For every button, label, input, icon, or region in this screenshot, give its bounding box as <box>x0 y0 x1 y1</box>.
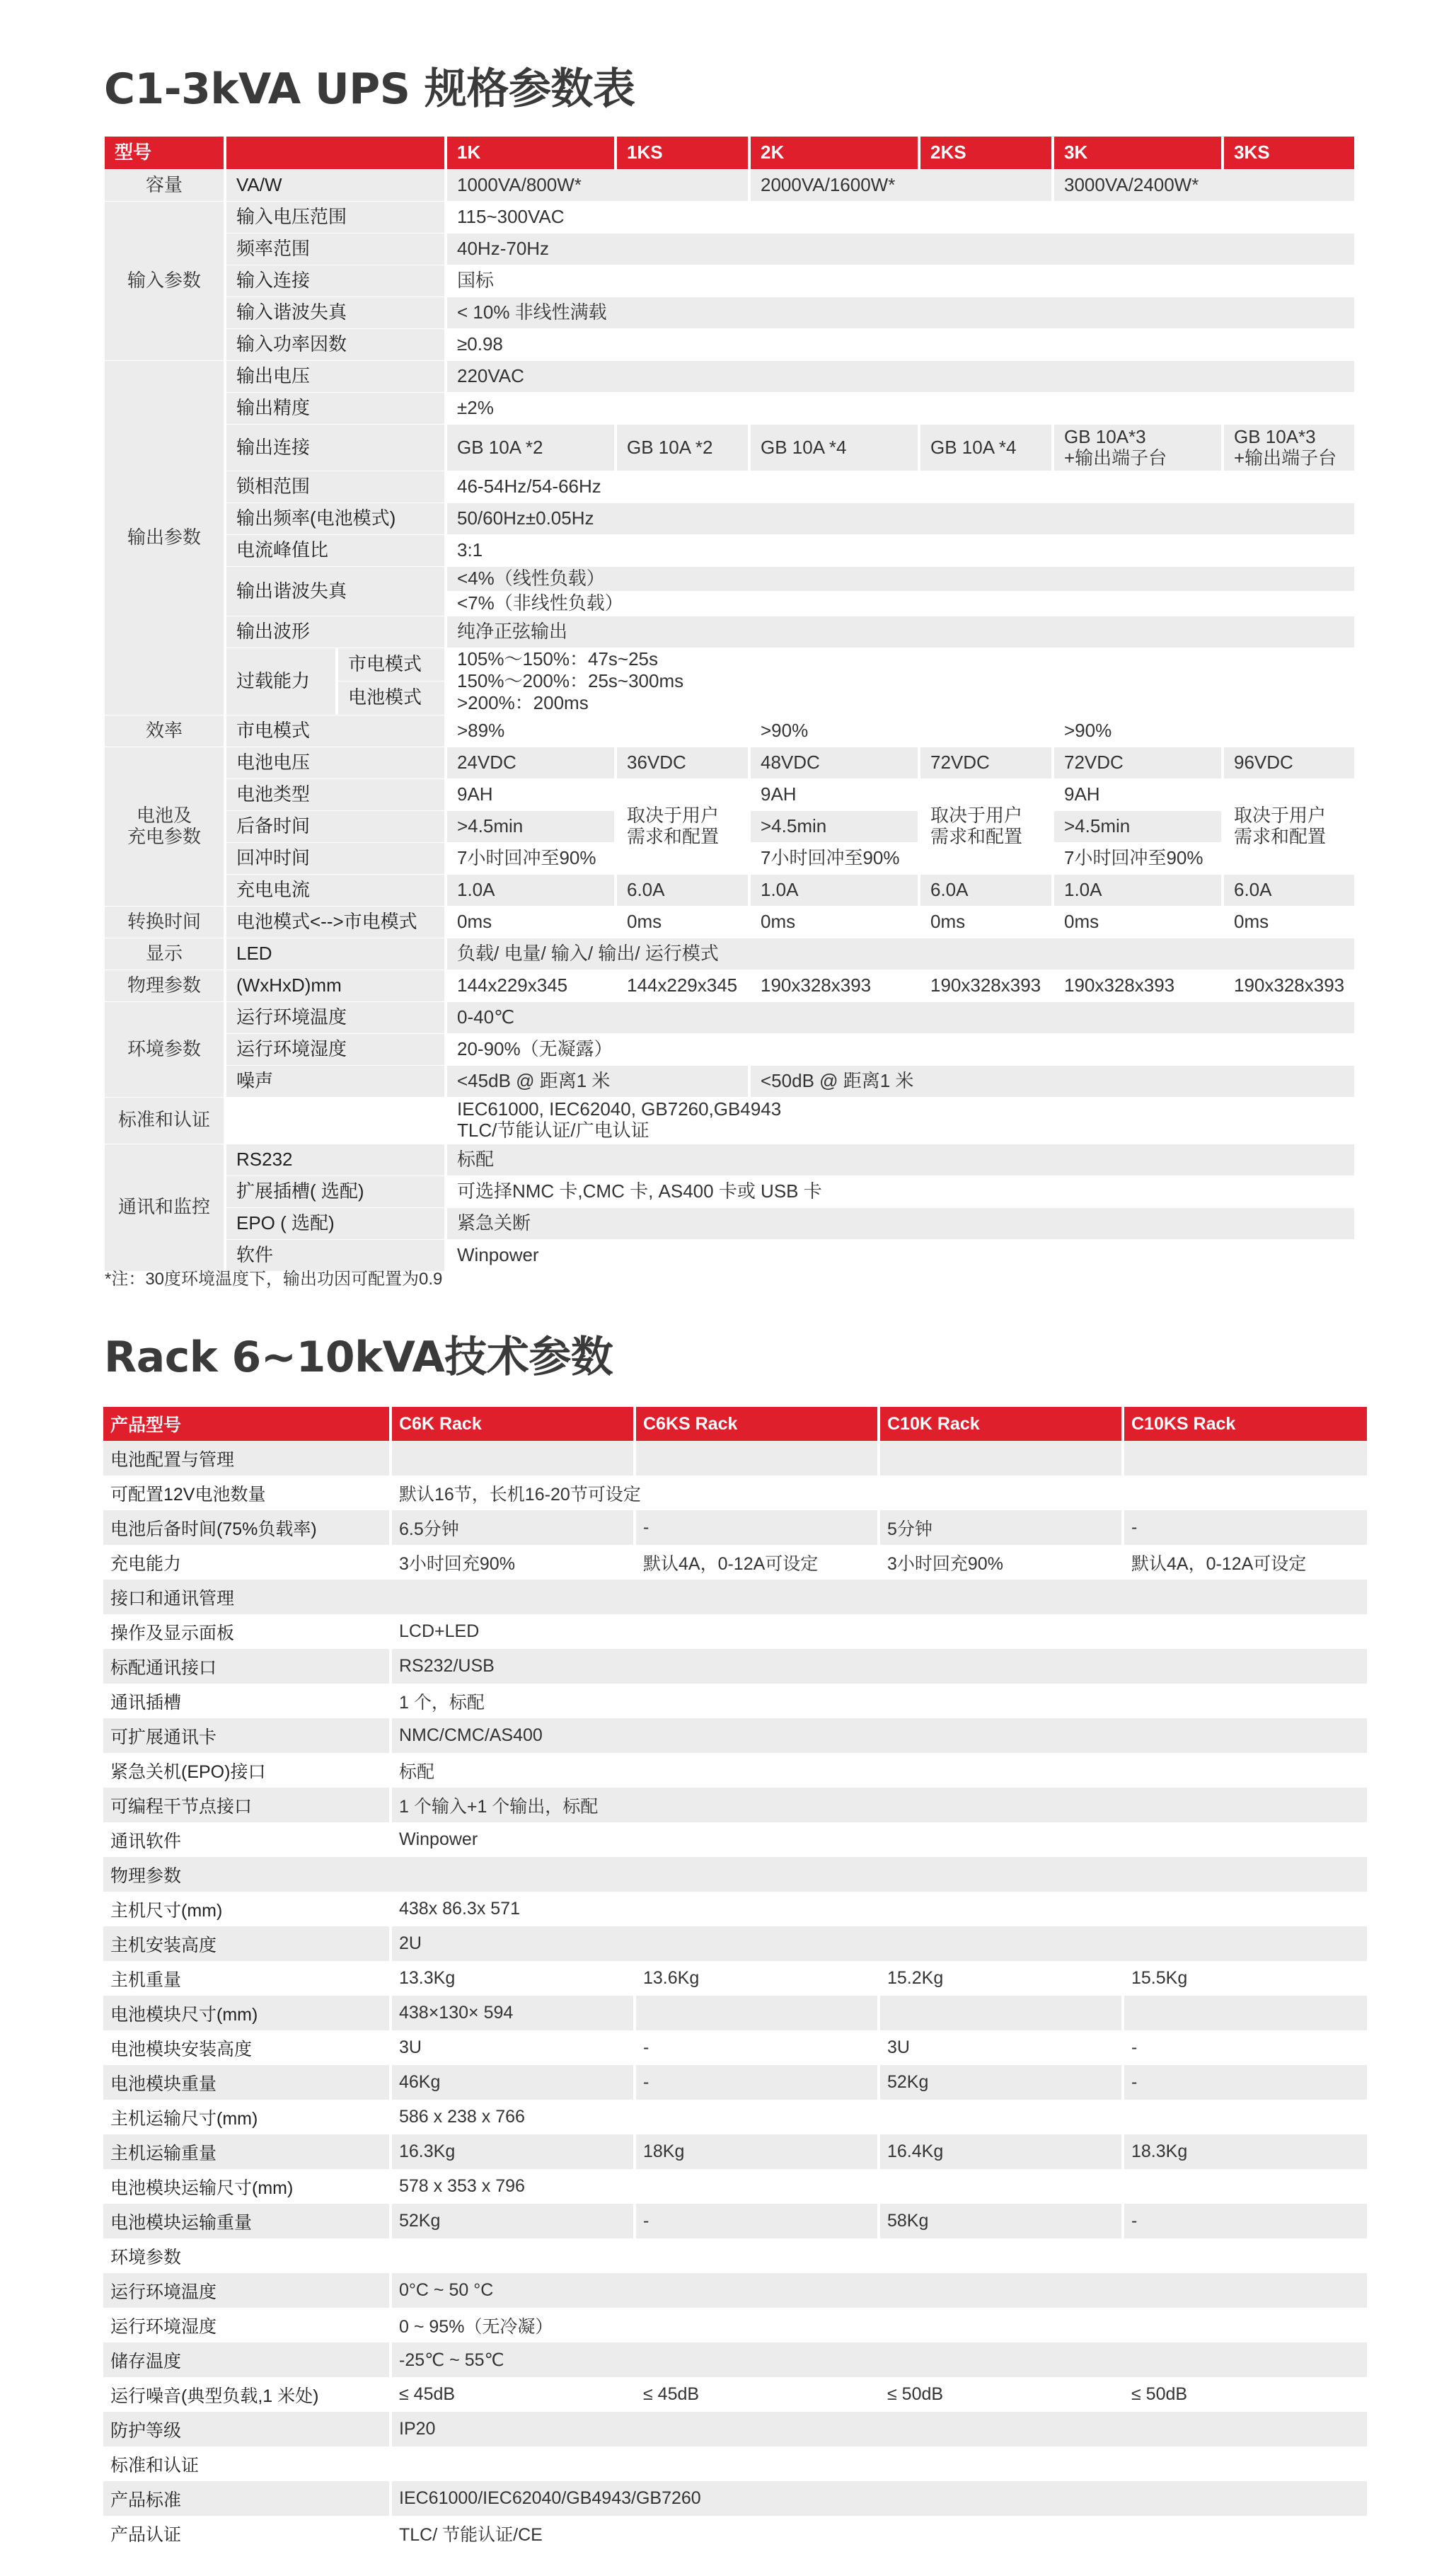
row-label: 运行噪音(典型负载,1 米处) <box>103 2377 389 2412</box>
cell: 190x328x393 <box>1224 970 1354 1002</box>
header-cell: C10KS Rack <box>1124 1407 1367 1441</box>
cell-line: 取决于用户 <box>1234 804 1327 826</box>
row-label: 运行环境湿度 <box>103 2308 389 2342</box>
row-label: 扩展插槽( 选配) <box>226 1176 444 1208</box>
cell: -25℃ ~ 55℃ <box>392 2342 1367 2377</box>
row-label: 输出谐波失真 <box>226 567 444 616</box>
header-cell: 1KS <box>617 137 748 170</box>
table-row <box>103 1892 1367 1926</box>
header-cell <box>226 137 444 170</box>
cell-line: 150%～200%：25s~300ms <box>457 670 684 692</box>
row-label: 标配通讯接口 <box>103 1649 389 1684</box>
table-row <box>103 2204 1367 2238</box>
cell <box>636 1441 877 1476</box>
cell <box>392 1441 633 1476</box>
table-row <box>103 2100 1367 2134</box>
table-row <box>103 1961 1367 1996</box>
cell: 144x229x345 <box>447 970 614 1002</box>
section-label <box>105 747 224 907</box>
row-label: 充电能力 <box>103 1545 389 1580</box>
cell: 190x328x393 <box>920 970 1051 1002</box>
ups-spec-table <box>102 137 1357 1272</box>
cell: 16.3Kg <box>392 2134 633 2169</box>
table-row <box>103 1857 1367 1892</box>
row-label: VA/W <box>226 170 444 202</box>
header-cell: C10K Rack <box>880 1407 1121 1441</box>
footnote: *注：30度环境温度下，输出功因可配置为0.9 <box>105 1270 443 1289</box>
table-row <box>103 1580 1367 1614</box>
row-label: 主机安装高度 <box>103 1926 389 1961</box>
table-row <box>103 2342 1367 2377</box>
table-row <box>103 2030 1367 2065</box>
cell: 72VDC <box>1054 747 1221 779</box>
cell: 3:1 <box>447 535 1354 567</box>
cell: 190x328x393 <box>751 970 918 1002</box>
header-cell: 1K <box>447 137 614 170</box>
section-label: 标准和认证 <box>105 1098 224 1144</box>
cell: 7小时回冲至90% <box>1054 843 1221 875</box>
header-cell: C6K Rack <box>392 1407 633 1441</box>
cell: - <box>1124 2030 1367 2065</box>
table-row <box>103 1718 1367 1753</box>
table-row <box>103 2446 1367 2481</box>
table-row <box>103 1510 1367 1545</box>
cell: 2000VA/1600W* <box>751 170 1051 202</box>
row-label: 输出电压 <box>226 361 444 393</box>
cell: 9AH <box>1054 779 1221 811</box>
cell: - <box>1124 1510 1367 1545</box>
cell: ≤ 50dB <box>1124 2377 1367 2412</box>
cell: - <box>636 2030 877 2065</box>
cell: 438x 86.3x 571 <box>392 1892 1367 1926</box>
cell <box>1224 779 1354 875</box>
row-label: 输出连接 <box>226 425 444 471</box>
row-label: 充电电流 <box>226 875 444 907</box>
cell: 72VDC <box>920 747 1051 779</box>
cell: 0-40℃ <box>447 1002 1354 1034</box>
row-label: 输出精度 <box>226 393 444 425</box>
cell: 3000VA/2400W* <box>1054 170 1354 202</box>
row-label: 通讯软件 <box>103 1822 389 1857</box>
row-label: 通讯插槽 <box>103 1684 389 1718</box>
cell: TLC/ 节能认证/CE <box>392 2516 1367 2551</box>
cell-line: GB 10A*3 <box>1234 425 1316 447</box>
cell-line: >200%：200ms <box>457 692 589 714</box>
table-row <box>103 2065 1367 2100</box>
cell-line: +输出端子台 <box>1234 447 1337 468</box>
cell: 0ms <box>1054 907 1221 938</box>
cell: >4.5min <box>1054 811 1221 843</box>
table-row <box>103 1788 1367 1822</box>
row-sublabel: 市电模式 <box>338 648 444 682</box>
row-label: 电池配置与管理 <box>103 1441 389 1476</box>
cell: 115~300VAC <box>447 202 1354 234</box>
cell: 6.0A <box>920 875 1051 907</box>
cell: >4.5min <box>447 811 614 843</box>
cell: 负载/ 电量/ 输入/ 输出/ 运行模式 <box>447 938 1354 970</box>
cell: 1 个，标配 <box>392 1684 1367 1718</box>
row-label: 电池模式<-->市电模式 <box>226 907 444 938</box>
cell: 438×130× 594 <box>392 1996 633 2030</box>
section-label: 容量 <box>105 170 224 202</box>
row-label: 软件 <box>226 1240 444 1272</box>
cell: 40Hz-70Hz <box>447 234 1354 265</box>
cell <box>1054 425 1221 471</box>
cell <box>920 779 1051 875</box>
cell: - <box>636 2065 877 2100</box>
cell: - <box>1124 2065 1367 2100</box>
row-label: 电池模块运输尺寸(mm) <box>103 2169 389 2204</box>
cell: 50/60Hz±0.05Hz <box>447 503 1354 535</box>
row-label: EPO ( 选配) <box>226 1208 444 1240</box>
cell: 1.0A <box>1054 875 1221 907</box>
cell: 0ms <box>751 907 918 938</box>
cell: GB 10A *2 <box>447 425 614 471</box>
section-label: 输入参数 <box>105 202 224 361</box>
row-label: 可配置12V电池数量 <box>103 1476 389 1510</box>
cell: GB 10A *2 <box>617 425 748 471</box>
cell: 3小时回充90% <box>392 1545 633 1580</box>
cell: - <box>636 2204 877 2238</box>
table-row <box>103 2412 1367 2446</box>
section-label: 转换时间 <box>105 907 224 938</box>
cell: 48VDC <box>751 747 918 779</box>
table-row <box>103 2238 1367 2273</box>
cell: 0°C ~ 50 °C <box>392 2273 1367 2308</box>
row-label: 后备时间 <box>226 811 444 843</box>
cell: 144x229x345 <box>617 970 748 1002</box>
row-label: 运行环境温度 <box>103 2273 389 2308</box>
row-label: 输入连接 <box>226 265 444 297</box>
cell <box>880 1996 1121 2030</box>
cell: 默认16节，长机16-20节可设定 <box>392 1476 1367 1510</box>
cell: <4%（线性负载） <box>447 567 1354 592</box>
cell: 52Kg <box>880 2065 1121 2100</box>
section-label: 输出参数 <box>105 361 224 715</box>
row-label: 防护等级 <box>103 2412 389 2446</box>
cell: >90% <box>1054 715 1354 747</box>
table-row <box>103 1753 1367 1788</box>
table-row <box>103 2169 1367 2204</box>
table-row <box>103 1614 1367 1649</box>
row-label: 电池模块尺寸(mm) <box>103 1996 389 2030</box>
row-label: 输出波形 <box>226 616 444 648</box>
cell: 0 ~ 95%（无冷凝） <box>392 2308 1367 2342</box>
cell: <7%（非线性负载） <box>447 592 1354 616</box>
section-line: 电池及 <box>136 804 192 826</box>
table2-title: Rack 6~10kVA技术参数 <box>104 1333 613 1382</box>
cell <box>617 779 748 875</box>
row-sublabel: 电池模式 <box>338 682 444 715</box>
cell: 标配 <box>447 1144 1354 1176</box>
table-row <box>103 2516 1367 2551</box>
row-label: 电池模块运输重量 <box>103 2204 389 2238</box>
cell: >4.5min <box>751 811 918 843</box>
row-label: 电池模块重量 <box>103 2065 389 2100</box>
cell: 5分钟 <box>880 1510 1121 1545</box>
table-row <box>103 2377 1367 2412</box>
row-label: 回冲时间 <box>226 843 444 875</box>
cell: 20-90%（无凝露） <box>447 1034 1354 1066</box>
cell: RS232/USB <box>392 1649 1367 1684</box>
cell: ≤ 50dB <box>880 2377 1121 2412</box>
cell: 24VDC <box>447 747 614 779</box>
section-label: 通讯和监控 <box>105 1144 224 1272</box>
row-label: RS232 <box>226 1144 444 1176</box>
cell: 578 x 353 x 796 <box>392 2169 1367 2204</box>
cell: 96VDC <box>1224 747 1354 779</box>
cell: 6.0A <box>1224 875 1354 907</box>
cell: - <box>1124 2204 1367 2238</box>
cell: 46Kg <box>392 2065 633 2100</box>
header-cell: 3K <box>1054 137 1221 170</box>
cell-line: 取决于用户 <box>627 804 720 826</box>
header-cell: 3KS <box>1224 137 1354 170</box>
cell: 7小时回冲至90% <box>751 843 918 875</box>
header-cell: 产品型号 <box>103 1407 389 1441</box>
row-label: 主机运输尺寸(mm) <box>103 2100 389 2134</box>
rack-spec-table <box>100 1407 1370 2551</box>
row-label: 输出频率(电池模式) <box>226 503 444 535</box>
table-row <box>103 1684 1367 1718</box>
cell: 1000VA/800W* <box>447 170 748 202</box>
cell <box>447 648 1354 715</box>
cell: Winpower <box>447 1240 1354 1272</box>
row-label: 标准和认证 <box>103 2446 1367 2481</box>
row-label: 电流峰值比 <box>226 535 444 567</box>
cell: ±2% <box>447 393 1354 425</box>
cell: 58Kg <box>880 2204 1121 2238</box>
cell <box>1124 1441 1367 1476</box>
cell: >90% <box>751 715 1051 747</box>
row-label: 产品认证 <box>103 2516 389 2551</box>
cell: 6.5分钟 <box>392 1510 633 1545</box>
cell: IP20 <box>392 2412 1367 2446</box>
cell: 46-54Hz/54-66Hz <box>447 471 1354 503</box>
table-row <box>103 1649 1367 1684</box>
row-label: 输入电压范围 <box>226 202 444 234</box>
section-label: 物理参数 <box>105 970 224 1002</box>
cell: 国标 <box>447 265 1354 297</box>
row-label: 输入谐波失真 <box>226 297 444 329</box>
cell-line: 需求和配置 <box>627 825 720 847</box>
row-label: 主机尺寸(mm) <box>103 1892 389 1926</box>
cell: GB 10A *4 <box>751 425 918 471</box>
cell: 可选择NMC 卡,CMC 卡, AS400 卡或 USB 卡 <box>447 1176 1354 1208</box>
table-row <box>103 1545 1367 1580</box>
row-label: 噪声 <box>226 1066 444 1098</box>
cell-line: 取决于用户 <box>930 804 1023 826</box>
cell: 0ms <box>617 907 748 938</box>
cell <box>636 1996 877 2030</box>
header-cell: 2K <box>751 137 918 170</box>
row-label: 产品标准 <box>103 2481 389 2516</box>
cell <box>1224 425 1354 471</box>
table-row <box>103 1996 1367 2030</box>
header-row <box>105 137 1354 170</box>
cell: GB 10A *4 <box>920 425 1051 471</box>
section-line: 充电参数 <box>127 825 201 847</box>
table-row <box>103 1926 1367 1961</box>
table-row <box>105 170 1354 202</box>
cell: ≥0.98 <box>447 329 1354 361</box>
row-label: 电池类型 <box>226 779 444 811</box>
header-cell: 2KS <box>920 137 1051 170</box>
header-cell: 型号 <box>105 137 224 170</box>
cell: 190x328x393 <box>1054 970 1221 1002</box>
cell: NMC/CMC/AS400 <box>392 1718 1367 1753</box>
cell: <45dB @ 距离1 米 <box>447 1066 748 1098</box>
cell: IEC61000/IEC62040/GB4943/GB7260 <box>392 2481 1367 2516</box>
table-row <box>103 2481 1367 2516</box>
row-label: 紧急关机(EPO)接口 <box>103 1753 389 1788</box>
cell: 3小时回充90% <box>880 1545 1121 1580</box>
cell <box>447 1098 1354 1144</box>
row-label: 电池电压 <box>226 747 444 779</box>
row-label: 锁相范围 <box>226 471 444 503</box>
cell: 6.0A <box>617 875 748 907</box>
table-row <box>103 2134 1367 2169</box>
cell-line: 需求和配置 <box>1234 825 1327 847</box>
cell: 9AH <box>751 779 918 811</box>
row-label: 环境参数 <box>103 2238 389 2273</box>
row-label: 可扩展通讯卡 <box>103 1718 389 1753</box>
cell: 2U <box>392 1926 1367 1961</box>
row-label: 市电模式 <box>226 715 444 747</box>
cell-line: 105%～150%：47s~25s <box>457 648 659 669</box>
table-row <box>103 1822 1367 1857</box>
cell <box>392 2238 1367 2273</box>
cell <box>1124 1996 1367 2030</box>
row-label: LED <box>226 938 444 970</box>
row-label: 主机重量 <box>103 1961 389 1996</box>
header-row <box>103 1407 1367 1441</box>
cell: <50dB @ 距离1 米 <box>751 1066 1354 1098</box>
cell: - <box>636 1510 877 1545</box>
cell: 36VDC <box>617 747 748 779</box>
cell: Winpower <box>392 1822 1367 1857</box>
cell: < 10% 非线性满载 <box>447 297 1354 329</box>
row-label: 接口和通讯管理 <box>103 1580 1367 1614</box>
row-label: (WxHxD)mm <box>226 970 444 1002</box>
cell-line: +输出端子台 <box>1064 447 1167 468</box>
cell: 15.2Kg <box>880 1961 1121 1996</box>
cell-line: 需求和配置 <box>930 825 1023 847</box>
cell: 0ms <box>1224 907 1354 938</box>
cell: 16.4Kg <box>880 2134 1121 2169</box>
cell: 1.0A <box>447 875 614 907</box>
row-label: 运行环境温度 <box>226 1002 444 1034</box>
cell: 标配 <box>392 1753 1367 1788</box>
row-label: 主机运输重量 <box>103 2134 389 2169</box>
section-label: 环境参数 <box>105 1002 224 1098</box>
row-label: 物理参数 <box>103 1857 1367 1892</box>
cell: 52Kg <box>392 2204 633 2238</box>
cell-line: TLC/节能认证/广电认证 <box>457 1120 650 1142</box>
row-label: 电池模块安装高度 <box>103 2030 389 2065</box>
cell: ≤ 45dB <box>636 2377 877 2412</box>
row-label: 可编程干节点接口 <box>103 1788 389 1822</box>
cell: LCD+LED <box>392 1614 1367 1649</box>
row-label <box>226 1098 444 1144</box>
cell: 1 个输入+1 个输出，标配 <box>392 1788 1367 1822</box>
cell: 默认4A，0-12A可设定 <box>1124 1545 1367 1580</box>
section-label: 效率 <box>105 715 224 747</box>
table-row <box>103 1441 1367 1476</box>
cell: 3U <box>880 2030 1121 2065</box>
cell: ≤ 45dB <box>392 2377 633 2412</box>
header-cell: C6KS Rack <box>636 1407 877 1441</box>
table-row <box>103 2273 1367 2308</box>
cell: 15.5Kg <box>1124 1961 1367 1996</box>
cell: 默认4A，0-12A可设定 <box>636 1545 877 1580</box>
cell: 13.6Kg <box>636 1961 877 1996</box>
cell: 18.3Kg <box>1124 2134 1367 2169</box>
cell: 7小时回冲至90% <box>447 843 614 875</box>
row-label: 储存温度 <box>103 2342 389 2377</box>
cell: 3U <box>392 2030 633 2065</box>
cell: 0ms <box>447 907 614 938</box>
cell: 纯净正弦输出 <box>447 616 1354 648</box>
cell: 18Kg <box>636 2134 877 2169</box>
table-row <box>103 1476 1367 1510</box>
cell: 9AH <box>447 779 614 811</box>
cell-line: GB 10A*3 <box>1064 425 1146 447</box>
row-label: 操作及显示面板 <box>103 1614 389 1649</box>
row-label: 运行环境湿度 <box>226 1034 444 1066</box>
row-label: 电池后备时间(75%负载率) <box>103 1510 389 1545</box>
cell: 0ms <box>920 907 1051 938</box>
table1-title: C1-3kVA UPS 规格参数表 <box>104 64 635 114</box>
cell <box>880 1441 1121 1476</box>
table-row <box>103 2308 1367 2342</box>
row-label: 输入功率因数 <box>226 329 444 361</box>
section-label: 显示 <box>105 938 224 970</box>
cell: 586 x 238 x 766 <box>392 2100 1367 2134</box>
cell: 1.0A <box>751 875 918 907</box>
row-label: 频率范围 <box>226 234 444 265</box>
cell: >89% <box>447 715 748 747</box>
cell: 220VAC <box>447 361 1354 393</box>
row-label: 过载能力 <box>226 648 335 715</box>
cell: 紧急关断 <box>447 1208 1354 1240</box>
cell-line: IEC61000, IEC62040, GB7260,GB4943 <box>457 1098 782 1120</box>
cell: 13.3Kg <box>392 1961 633 1996</box>
